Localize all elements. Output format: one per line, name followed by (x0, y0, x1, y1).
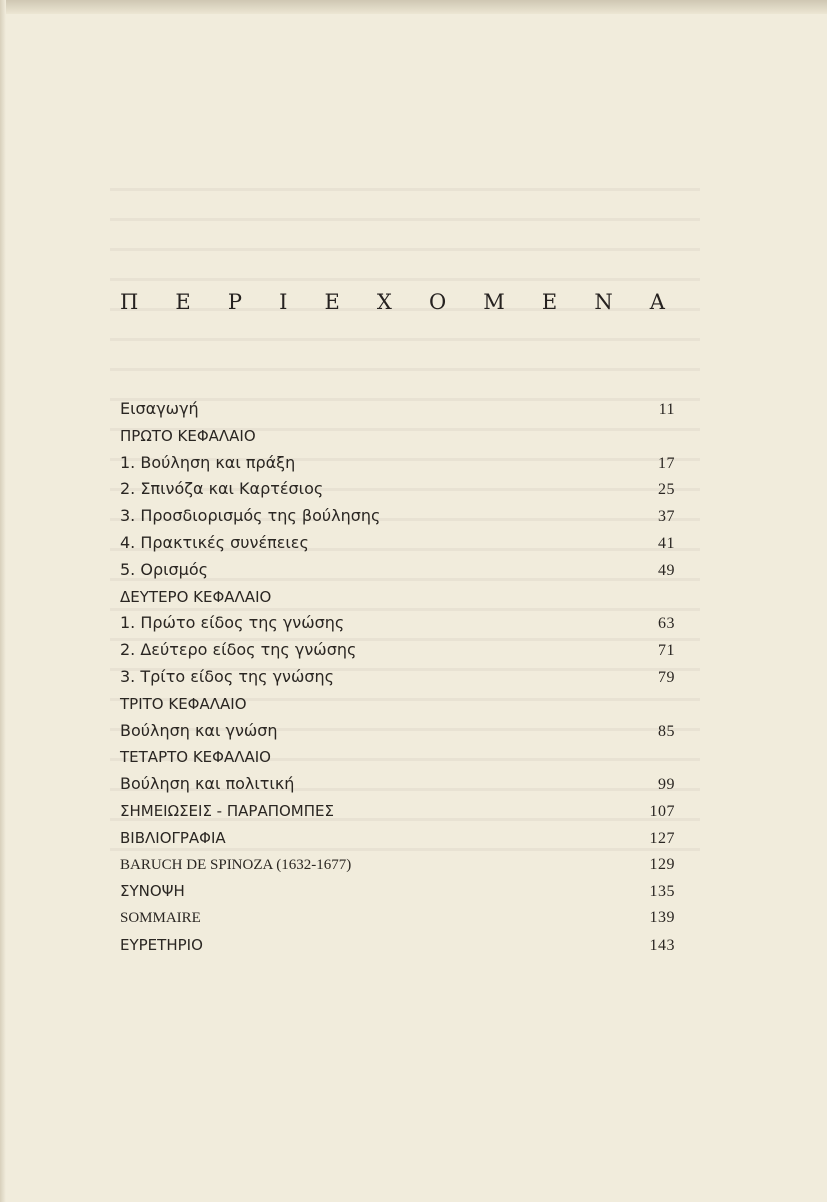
toc-chapter-heading (120, 691, 675, 718)
toc-page-number: 17 (658, 454, 675, 472)
toc-section (120, 852, 675, 879)
toc-title: 2. Σπινόζα και Καρτέσιος (120, 479, 324, 499)
heading-letter: Ν (594, 290, 613, 314)
toc-page-number: 135 (649, 883, 675, 901)
toc-page-number: 37 (658, 508, 675, 526)
page-edge-left (0, 0, 6, 1202)
toc-page-number: 107 (649, 802, 675, 820)
heading-letter: Ρ (227, 290, 242, 314)
toc-title: ΔΕΥΤΕΡΟ ΚΕΦΑΛΑΙΟ (120, 587, 272, 606)
toc-title: Βούληση και πολιτική (120, 774, 295, 794)
toc-page-number: 129 (649, 855, 675, 873)
toc-chapter-heading (120, 584, 675, 611)
toc-chapter-heading (120, 798, 675, 825)
toc-entry (120, 557, 675, 584)
page-edge-top (0, 0, 827, 14)
heading-letter: Ε (175, 290, 191, 314)
toc-title: ΣΥΝΟΨΗ (120, 882, 185, 901)
toc-page-number: 49 (658, 561, 675, 579)
toc-entry (120, 610, 675, 637)
toc-title: Βούληση και γνώση (120, 720, 278, 740)
toc-title: ΣΗΜΕΙΩΣΕΙΣ - ΠΑΡΑΠΟΜΠΕΣ (120, 801, 334, 820)
toc-title: 1. Βούληση και πράξη (120, 452, 296, 472)
heading-letter: Χ (376, 290, 392, 314)
toc-entry (120, 718, 675, 745)
heading-letter: Π (120, 290, 139, 314)
toc-entry (120, 530, 675, 557)
toc-entry (120, 771, 675, 798)
toc-entry (120, 664, 675, 691)
toc-page-number: 79 (658, 668, 675, 686)
contents-heading (120, 290, 665, 314)
toc-title: 3. Προσδιορισμός της βούλησης (120, 506, 381, 526)
heading-letter: Ε (541, 290, 558, 314)
heading-letter: Ε (324, 290, 340, 314)
toc-title: ΠΡΩΤΟ ΚΕΦΑΛΑΙΟ (120, 426, 256, 445)
toc-title: Εισαγωγή (120, 399, 199, 418)
toc-title: 3. Τρίτο είδος της γνώσης (120, 666, 335, 686)
toc-chapter-heading (120, 932, 675, 959)
toc-entry (120, 503, 675, 530)
toc-page-number: 143 (649, 936, 675, 954)
toc-page-number: 63 (658, 615, 675, 633)
toc-title: 2. Δεύτερο είδος της γνώσης (120, 640, 357, 660)
toc-entry (120, 450, 675, 477)
toc-page-number: 85 (658, 722, 675, 740)
toc-title: 1. Πρώτο είδος της γνώσης (120, 613, 345, 633)
toc-title: SOMMAIRE (120, 910, 201, 927)
toc-chapter-heading (120, 878, 675, 905)
toc-entry (120, 476, 675, 503)
toc-title: 5. Ορισμός (120, 559, 209, 579)
toc-page-number: 71 (658, 642, 675, 660)
toc-page-number: 11 (658, 401, 675, 418)
toc-page-number: 25 (658, 481, 675, 499)
heading-letter: Μ (483, 290, 505, 314)
table-of-contents (120, 396, 675, 959)
toc-section (120, 905, 675, 932)
toc-entry (120, 637, 675, 664)
toc-chapter-heading (120, 423, 675, 450)
heading-letter: Ο (428, 290, 447, 314)
toc-title: ΒΙΒΛΙΟΓΡΑΦΙΑ (120, 828, 226, 847)
heading-letter: Ι (279, 290, 288, 314)
toc-title: ΤΕΤΑΡΤΟ ΚΕΦΑΛΑΙΟ (120, 748, 271, 767)
toc-title: 4. Πρακτικές συνέπειες (120, 532, 309, 552)
heading-letter: Α (649, 290, 665, 314)
toc-page-number: 41 (658, 534, 675, 552)
toc-chapter-heading (120, 825, 675, 852)
toc-page-number: 127 (649, 829, 675, 847)
toc-page-number: 139 (649, 909, 675, 927)
toc-chapter-heading (120, 744, 675, 771)
toc-title: BARUCH DE SPINOZA (1632-1677) (120, 856, 352, 873)
toc-entry (120, 396, 675, 423)
toc-title: ΕΥΡΕΤΗΡΙΟ (120, 935, 203, 954)
toc-title: ΤΡΙΤΟ ΚΕΦΑΛΑΙΟ (120, 694, 247, 713)
toc-page-number: 99 (658, 776, 675, 794)
